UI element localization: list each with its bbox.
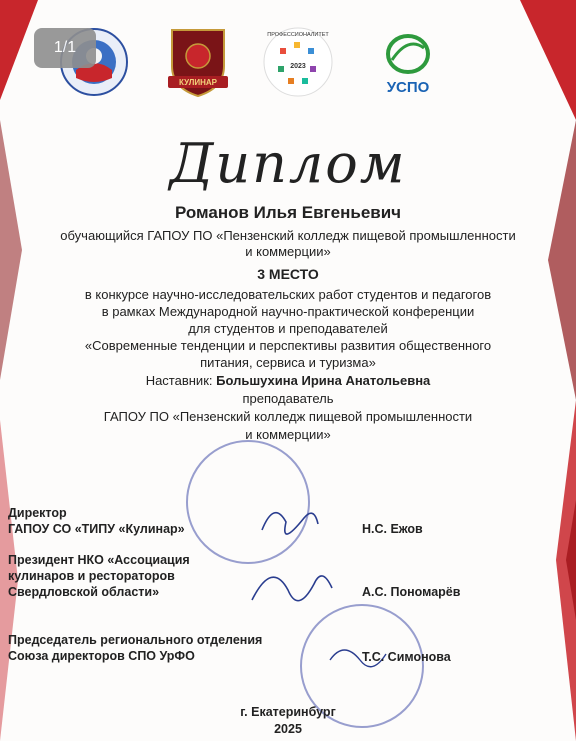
signatory-3-title-line-1: Председатель регионального отделения [8, 633, 263, 647]
professionalitet-text: ПРОФЕССИОНАЛИТЕТ [267, 32, 329, 38]
signatory-2-title-line-2: кулинаров и рестораторов [8, 569, 175, 583]
recipient-name: Романов Илья Евгеньевич [174, 203, 402, 222]
signatory-1-name: Н.С. Ежов [362, 522, 423, 536]
contest-line-5: питания, сервиса и туризма» [200, 355, 376, 370]
affiliation-line-2: и коммерции» [245, 244, 331, 259]
professionalitet-year: 2023 [290, 63, 306, 70]
footer-city: г. Екатеринбург [240, 705, 336, 719]
signatory-3-title [8, 632, 262, 664]
signatory-2-title-line-3: Свердловской области» [8, 585, 160, 599]
signatory-3-title-line-2: Союза директоров СПО УрФО [8, 649, 195, 663]
contest-line-3: для студентов и преподавателей [188, 321, 388, 336]
mentor-role: преподаватель [242, 391, 334, 406]
mentor-org-line-2: и коммерции» [245, 427, 331, 442]
signatory-1-title-line-1: Директор [8, 506, 67, 520]
kulinar-logo-text: КУЛИНАР [178, 78, 218, 87]
place-award: 3 МЕСТО [257, 266, 319, 282]
mentor-name: Большухина Ирина Анатольевна [216, 373, 431, 388]
signatory-3-name: Т.С. Симонова [362, 650, 451, 664]
mentor-org-line-1: ГАПОУ ПО «Пензенский колледж пищевой промышленности [103, 409, 473, 424]
contest-line-2: в рамках Международной научно-практической конференции [101, 304, 475, 319]
affiliation-line-1: обучающийся ГАПОУ ПО «Пензенский колледж пищевой промышленности [60, 228, 516, 243]
page-counter: 1/1 [34, 28, 96, 68]
contest-line-1: в конкурсе научно-исследовательских работ студентов и педагогов [84, 287, 492, 302]
signatory-2-title [8, 552, 190, 600]
diploma-title: Диплом [169, 132, 407, 195]
mentor-prefix: Наставник: [145, 373, 213, 388]
contest-line-4: «Современные тенденции и перспективы развития общественного [84, 338, 492, 353]
footer-year: 2025 [274, 722, 302, 736]
signatory-2-title-line-1: Президент НКО «Ассоциация [8, 553, 190, 567]
signatory-1-title [8, 505, 185, 537]
uspo-text: УСПО [386, 79, 430, 96]
signatory-2-name: А.С. Пономарёв [362, 585, 461, 599]
signatory-1-title-line-2: ГАПОУ СО «ТИПУ «Кулинар» [8, 522, 185, 536]
